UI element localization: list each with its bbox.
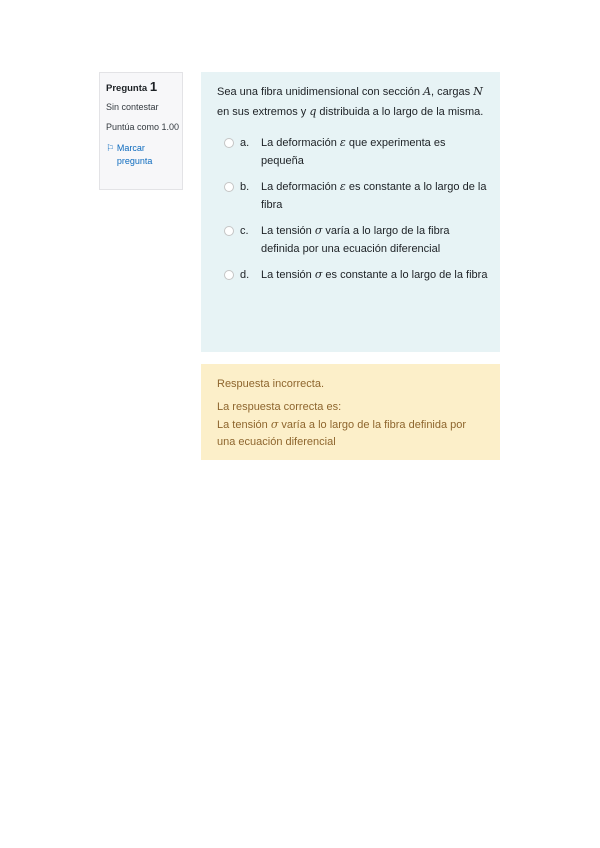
- math-symbol: σ: [314, 268, 323, 281]
- radio-button[interactable]: [224, 138, 234, 148]
- correct-answer-part: La tensión: [217, 419, 271, 431]
- math-symbol-A: A: [423, 85, 432, 98]
- option-text: [261, 266, 490, 284]
- math-symbol-N: N: [473, 85, 483, 98]
- option-text: [261, 134, 490, 170]
- option-text-part: La tensión: [261, 225, 315, 237]
- correct-answer-label: La respuesta correcta es:: [217, 401, 342, 413]
- question-state: Sin contestar: [106, 102, 159, 112]
- flag-icon: ⚐: [106, 143, 115, 153]
- question-text-part: Sea una fibra unidimensional con sección: [217, 86, 424, 98]
- radio-button[interactable]: [224, 226, 234, 236]
- question-outcome: [201, 364, 500, 460]
- math-symbol: σ: [270, 418, 279, 431]
- answer-option-b[interactable]: [217, 178, 490, 214]
- answer-options: [217, 134, 490, 284]
- radio-button[interactable]: [224, 182, 234, 192]
- question-text-part: distribuida a lo largo de la misma.: [316, 106, 484, 118]
- option-text: [261, 178, 490, 214]
- question-text-part: en sus extremos y: [217, 106, 310, 118]
- question-text-part: , cargas: [431, 86, 474, 98]
- question-info-panel: [99, 72, 183, 190]
- option-text-part: La deformación: [261, 137, 340, 149]
- option-text: [261, 222, 490, 258]
- option-text-part: La deformación: [261, 181, 340, 193]
- option-text-part: varía a lo largo de la fibra definida por una ecuación diferencial: [261, 225, 450, 255]
- question-grade: Puntúa como 1.00: [106, 122, 180, 132]
- answer-option-c[interactable]: [217, 222, 490, 258]
- flag-question-link[interactable]: [106, 142, 182, 168]
- question-text: [217, 82, 490, 122]
- option-letter: a.: [240, 137, 250, 149]
- option-text-part: que experimenta es pequeña: [261, 137, 446, 167]
- option-letter: b.: [240, 181, 250, 193]
- option-letter: c.: [240, 225, 249, 237]
- math-symbol: σ: [314, 224, 323, 237]
- answer-option-a[interactable]: [217, 134, 490, 170]
- math-symbol-q: q: [309, 105, 317, 118]
- option-text-part: es constante a lo largo de la fibra: [322, 269, 488, 281]
- question-number: [106, 79, 182, 94]
- radio-button[interactable]: [224, 270, 234, 280]
- flag-label: Marcar pregunta: [116, 143, 153, 166]
- question-number-value: 1: [149, 79, 158, 94]
- option-letter: d.: [240, 269, 250, 281]
- question-label: Pregunta: [106, 83, 148, 94]
- math-symbol: ε: [339, 180, 346, 193]
- answer-option-d[interactable]: [217, 266, 490, 284]
- correct-answer-part: varía a lo largo de la fibra definida por una ecuación diferencial: [217, 419, 467, 448]
- question-formulation: [201, 72, 500, 352]
- option-text-part: La tensión: [261, 269, 315, 281]
- option-text-part: es constante a lo largo de la fibra: [261, 181, 487, 211]
- correct-answer-text: [217, 416, 484, 451]
- feedback-text: Respuesta incorrecta.: [217, 378, 324, 390]
- math-symbol: ε: [339, 136, 346, 149]
